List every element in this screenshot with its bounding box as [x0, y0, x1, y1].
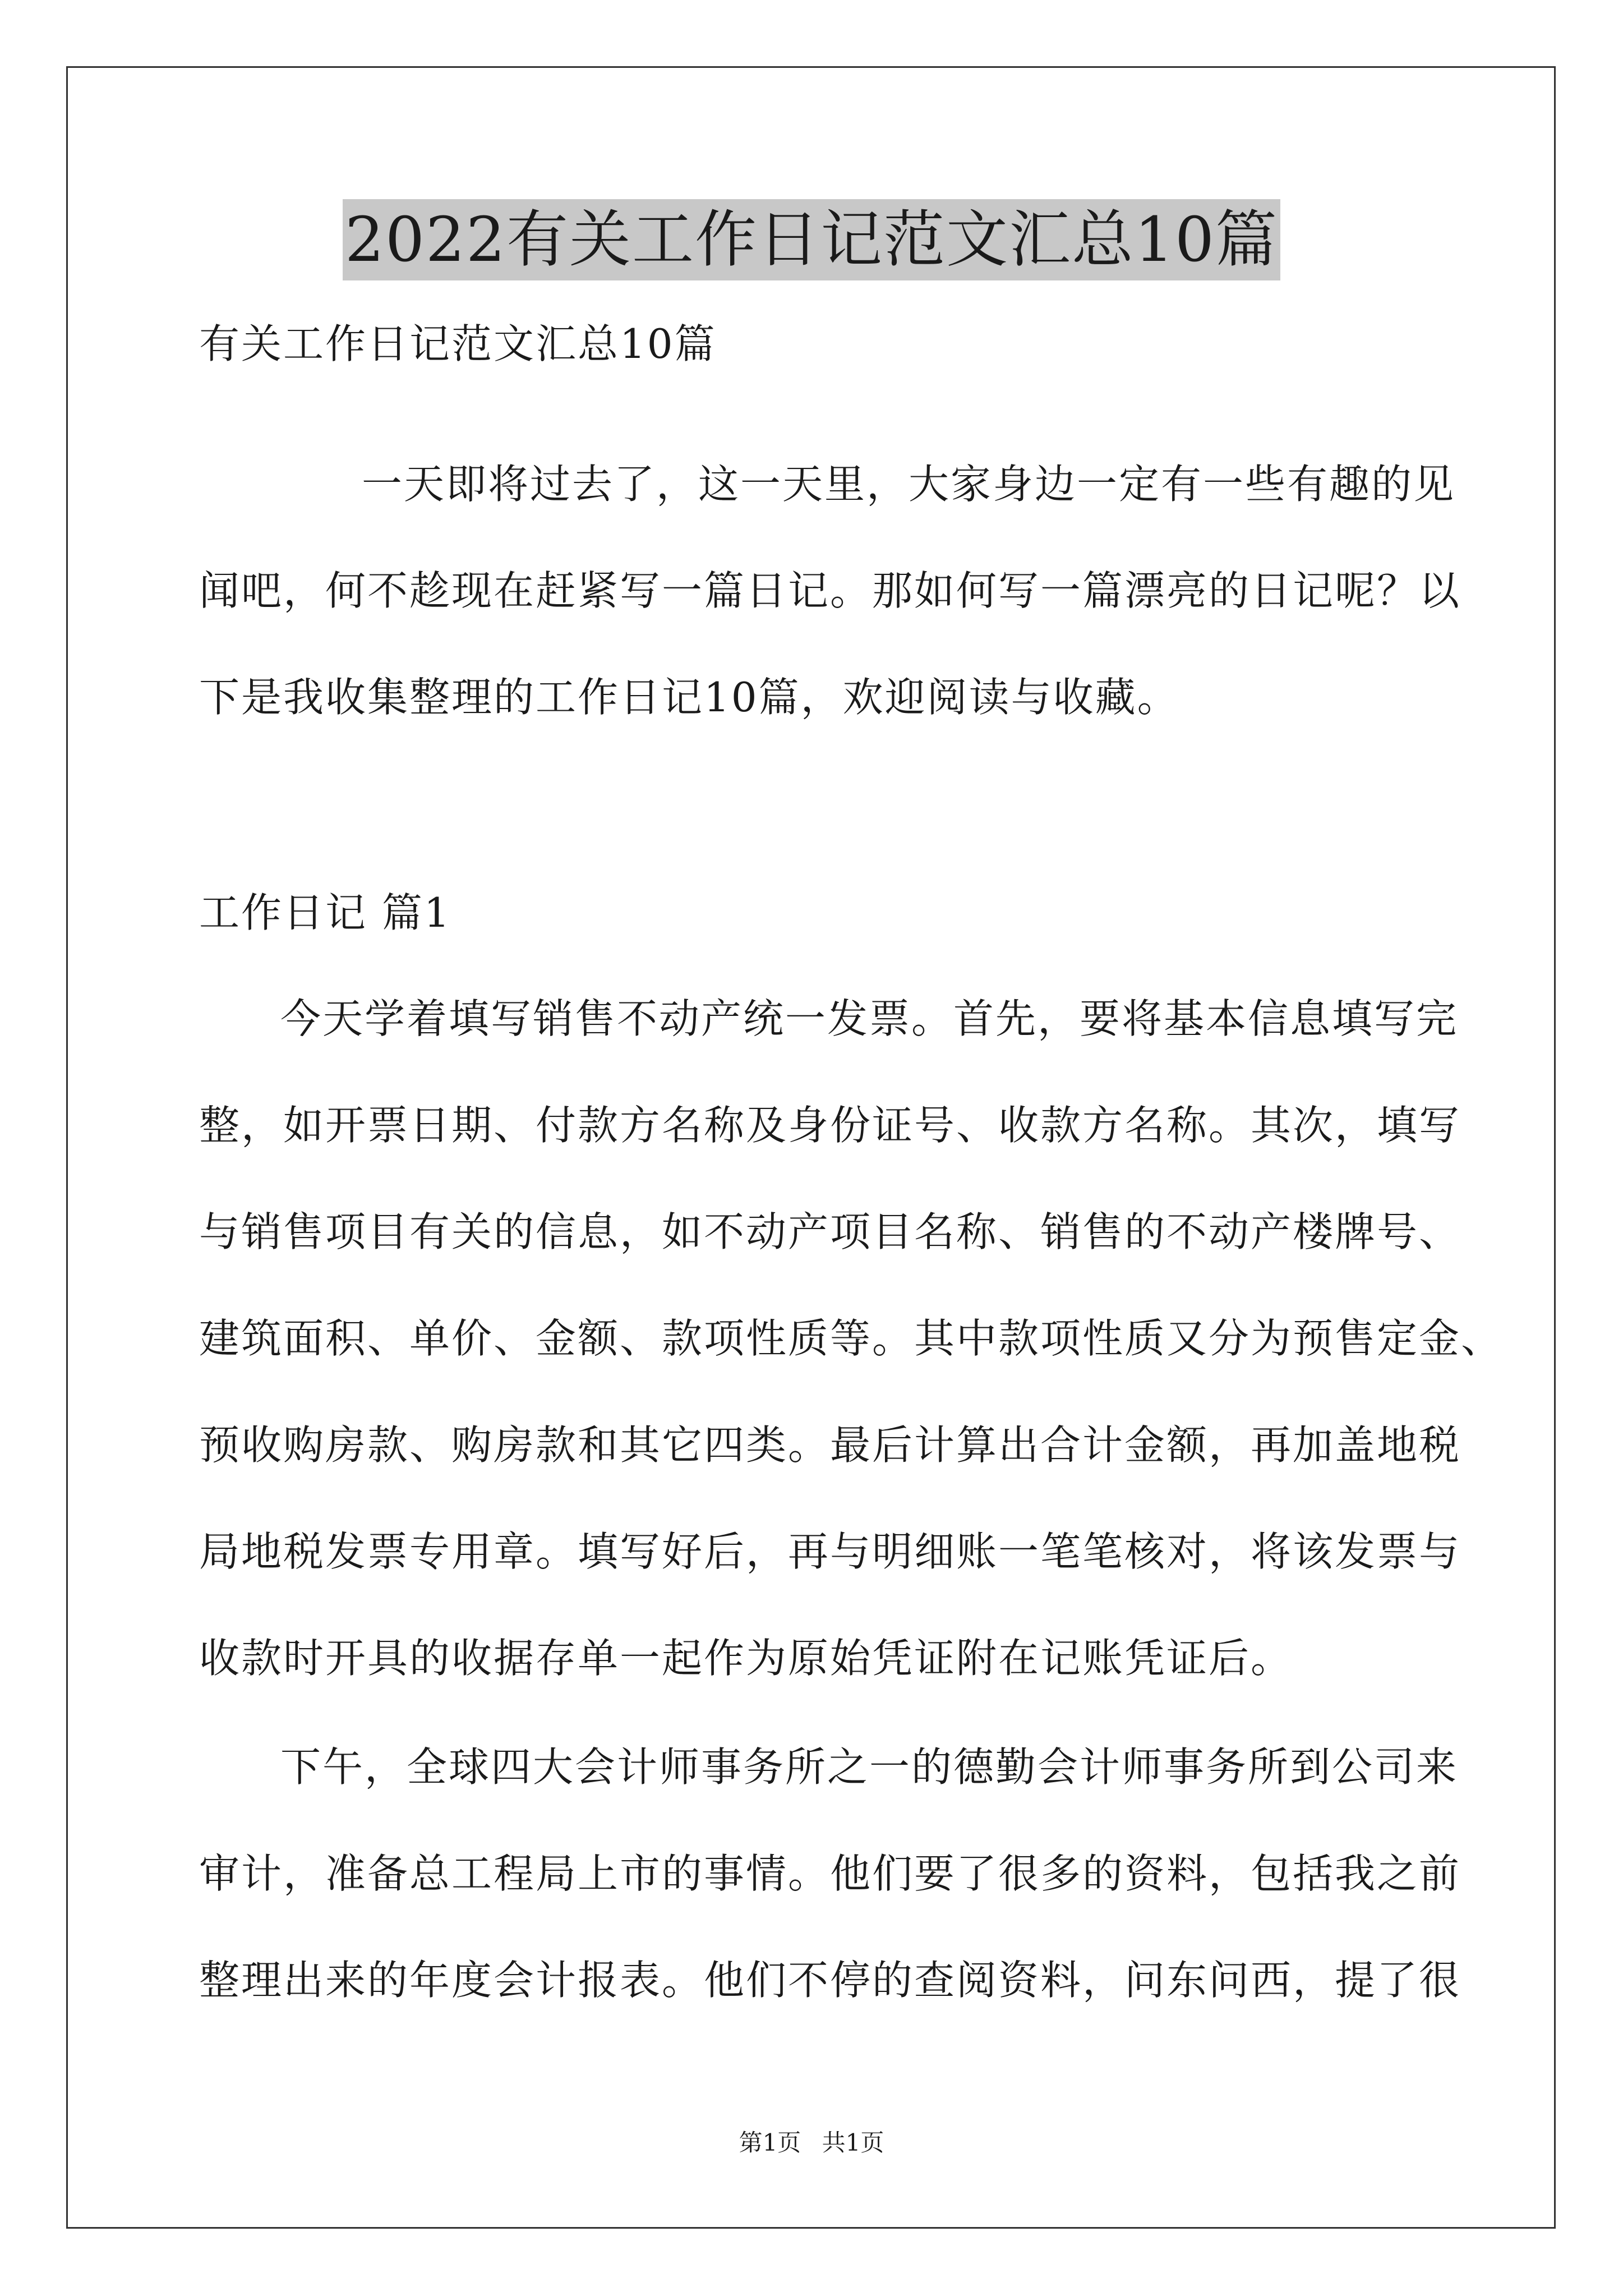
paragraph-line: 与销售项目有关的信息，如不动产项目名称、销售的不动产楼牌号、 [199, 1208, 1461, 1255]
paragraph-line: 审计，准备总工程局上市的事情。他们要了很多的资料，包括我之前 [199, 1850, 1461, 1897]
title-container [0, 199, 1623, 280]
intro-line: 一天即将过去了，这一天里，大家身边一定有一些有趣的见 [362, 461, 1456, 508]
paragraph-line: 局地税发票专用章。填写好后，再与明细账一笔笔核对，将该发票与 [199, 1528, 1461, 1575]
paragraph-line: 下午，全球四大会计师事务所之一的德勤会计师事务所到公司来 [280, 1743, 1459, 1791]
paragraph-line: 今天学着填写销售不动产统一发票。首先，要将基本信息填写完 [280, 995, 1459, 1042]
intro-line: 闻吧，何不趁现在赶紧写一篇日记。那如何写一篇漂亮的日记呢？以 [199, 567, 1461, 614]
page-total: 共1页 [822, 2129, 884, 2156]
paragraph-line: 整理出来的年度会计报表。他们不停的查阅资料，问东问西，提了很 [199, 1957, 1461, 2004]
document-title: 2022有关工作日记范文汇总10篇 [343, 199, 1280, 280]
intro-line: 下是我收集整理的工作日记10篇，欢迎阅读与收藏。 [199, 674, 1179, 721]
paragraph-line: 建筑面积、单价、金额、款项性质等。其中款项性质又分为预售定金、 [199, 1315, 1504, 1362]
section-heading: 工作日记 篇1 [199, 889, 451, 936]
document-subtitle: 有关工作日记范文汇总10篇 [199, 320, 717, 367]
page-number: 第1页 [739, 2129, 801, 2156]
page-footer [0, 2126, 1623, 2160]
paragraph-line: 预收购房款、购房款和其它四类。最后计算出合计金额，再加盖地税 [199, 1421, 1461, 1469]
paragraph-line: 收款时开具的收据存单一起作为原始凭证附在记账凭证后。 [199, 1635, 1293, 1682]
paragraph-line: 整，如开票日期、付款方名称及身份证号、收款方名称。其次，填写 [199, 1102, 1461, 1149]
